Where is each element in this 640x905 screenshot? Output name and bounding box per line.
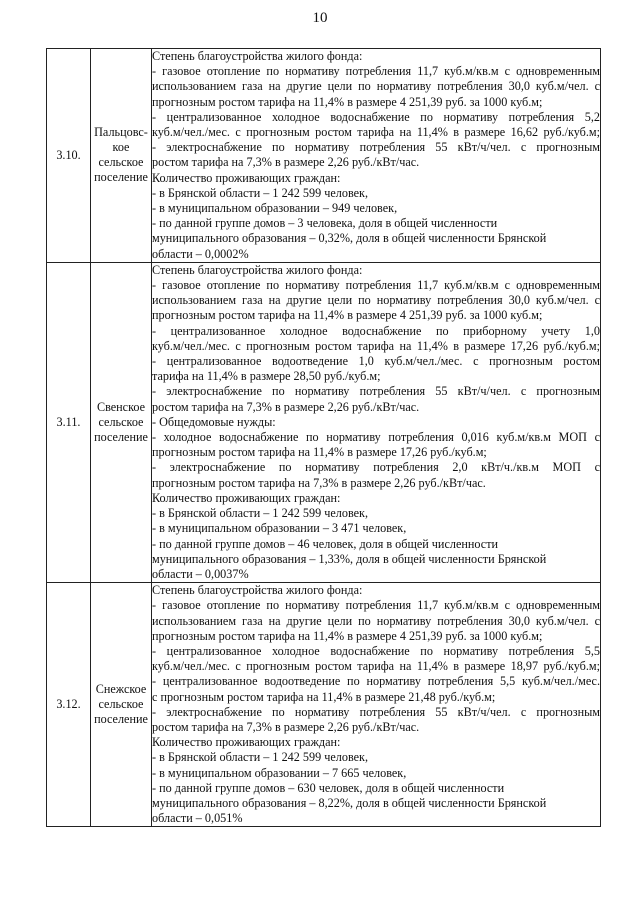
description-cell bbox=[152, 262, 601, 582]
settlement-name-line: поселение bbox=[94, 712, 148, 727]
text-line: - централизованное холодное водоснабжение по нормативу потребления 5,2 bbox=[152, 109, 600, 124]
row-number: 3.11. bbox=[47, 262, 91, 582]
description-cell bbox=[152, 583, 601, 827]
settlement-name bbox=[91, 49, 152, 263]
text-line: куб.м/чел./мес. с прогнозным ростом тарифа на 11,4% в размере 17,26 руб./куб.м; bbox=[152, 338, 600, 353]
text-line: куб.м/чел./мес. с прогнозным ростом тарифа на 11,4% в размере 18,97 руб./куб.м; bbox=[152, 659, 600, 674]
table-row bbox=[47, 262, 601, 582]
text-line: Степень благоустройства жилого фонда: bbox=[152, 583, 363, 598]
text-line: - газовое отопление по нормативу потребления 11,7 куб.м/кв.м с одновременным bbox=[152, 64, 600, 79]
text-line: - электроснабжение по нормативу потребления 55 кВт/ч/чел. с прогнозным bbox=[152, 140, 600, 155]
text-line: Степень благоустройства жилого фонда: bbox=[152, 49, 363, 63]
settlement-name-line: Пальцовс- bbox=[94, 125, 148, 140]
text-line: - централизованное холодное водоснабжение по нормативу потребления 5,5 bbox=[152, 643, 600, 658]
text-line: - в муниципальном образовании – 3 471 человек, bbox=[152, 521, 407, 536]
text-line: Степень благоустройства жилого фонда: bbox=[152, 262, 363, 277]
text-line: - по данной группе домов – 46 человек, доля в общей численности bbox=[152, 536, 499, 551]
text-line: Количество проживающих граждан: bbox=[152, 735, 341, 750]
text-line: - в Брянской области – 1 242 599 человек, bbox=[152, 506, 368, 521]
table-row bbox=[47, 583, 601, 827]
settlements-table bbox=[46, 48, 601, 827]
settlement-name bbox=[91, 262, 152, 582]
text-line: - в Брянской области – 1 242 599 человек, bbox=[152, 750, 368, 765]
text-line: прогнозным ростом тарифа на 11,4% в размере 4 251,39 руб. за 1000 куб.м; bbox=[152, 94, 543, 109]
text-line: - по данной группе домов – 3 человека, доля в общей численности bbox=[152, 216, 498, 231]
text-line: области – 0,051% bbox=[152, 811, 243, 826]
text-line: - холодное водоснабжение по нормативу потребления 0,016 куб.м/кв.м МОП с bbox=[152, 430, 600, 445]
text-line: использованием газа на другие цели по нормативу потребления 30,0 куб.м/чел. с bbox=[152, 79, 600, 94]
text-line: области – 0,0037% bbox=[152, 566, 249, 581]
text-line: с прогнозным ростом тарифа на 11,4% в размере 21,48 руб./куб.м; bbox=[152, 689, 496, 704]
text-line: - в Брянской области – 1 242 599 человек, bbox=[152, 185, 368, 200]
settlement-name-line: сельское bbox=[98, 155, 144, 170]
text-line: - электроснабжение по нормативу потребления 55 кВт/ч/чел. с прогнозным bbox=[152, 704, 600, 719]
text-line: ростом тарифа на 7,3% в размере 2,26 руб./кВт/час. bbox=[152, 399, 420, 414]
text-line: Количество проживающих граждан: bbox=[152, 170, 341, 185]
text-line: Количество проживающих граждан: bbox=[152, 490, 341, 505]
text-line: муниципального образования – 8,22%, доля в общей численности Брянской bbox=[152, 795, 547, 810]
settlement-name-line: кое bbox=[112, 140, 130, 155]
row-number: 3.12. bbox=[47, 583, 91, 827]
text-line: муниципального образования – 0,32%, доля в общей численности Брянской bbox=[152, 231, 547, 246]
text-line: использованием газа на другие цели по нормативу потребления 30,0 куб.м/чел. с bbox=[152, 293, 600, 308]
settlement-name-line: поселение bbox=[94, 429, 148, 444]
text-line: - по данной группе домов – 630 человек, доля в общей численности bbox=[152, 780, 505, 795]
settlement-name-line: сельское bbox=[98, 697, 144, 712]
text-line: тарифа на 11,4% в размере 28,50 руб./куб.м; bbox=[152, 369, 381, 384]
text-line: прогнозным ростом тарифа на 11,4% в размере 17,26 руб./куб.м; bbox=[152, 445, 487, 460]
text-line: использованием газа на другие цели по нормативу потребления 30,0 куб.м/чел. с bbox=[152, 613, 600, 628]
settlement-name-line: поселение bbox=[94, 170, 148, 185]
text-line: - Общедомовые нужды: bbox=[152, 414, 276, 429]
text-line: области – 0,0002% bbox=[152, 246, 249, 261]
text-line: - в муниципальном образовании – 949 человек, bbox=[152, 201, 398, 216]
text-line: - централизованное водоотведение 1,0 куб.м/чел./мес. с прогнозным ростом bbox=[152, 354, 600, 369]
settlement-name bbox=[91, 583, 152, 827]
text-line: прогнозным ростом тарифа на 11,4% в размере 4 251,39 руб. за 1000 куб.м; bbox=[152, 628, 543, 643]
settlement-name-line: Свенское bbox=[96, 399, 146, 414]
text-line: прогнозным ростом тарифа на 11,4% в размере 4 251,39 руб. за 1000 куб.м; bbox=[152, 308, 543, 323]
page-number: 10 bbox=[312, 10, 328, 26]
settlement-name-line: Снежское bbox=[95, 682, 147, 697]
text-line: - электроснабжение по нормативу потребления 2,0 кВт/ч./кв.м МОП с bbox=[152, 460, 600, 475]
text-line: - в муниципальном образовании – 7 665 человек, bbox=[152, 765, 407, 780]
row-number: 3.10. bbox=[47, 49, 91, 263]
text-line: - газовое отопление по нормативу потребления 11,7 куб.м/кв.м с одновременным bbox=[152, 278, 600, 293]
text-line: - газовое отопление по нормативу потребления 11,7 куб.м/кв.м с одновременным bbox=[152, 598, 600, 613]
text-line: ростом тарифа на 7,3% в размере 2,26 руб./кВт/час. bbox=[152, 155, 420, 170]
text-line: - централизованное холодное водоснабжение по приборному учету 1,0 bbox=[152, 323, 600, 338]
text-line: ростом тарифа на 7,3% в размере 2,26 руб./кВт/час. bbox=[152, 719, 420, 734]
settlement-name-line: сельское bbox=[98, 414, 144, 429]
text-line: прогнозным ростом тарифа на 7,3% в размере 2,26 руб./кВт/час. bbox=[152, 475, 486, 490]
text-line: - электроснабжение по нормативу потребления 55 кВт/ч/чел. с прогнозным bbox=[152, 384, 600, 399]
text-line: муниципального образования – 1,33%, доля в общей численности Брянской bbox=[152, 551, 547, 566]
text-line: куб.м/чел./мес. с прогнозным ростом тарифа на 11,4% в размере 16,62 руб./куб.м; bbox=[152, 125, 600, 140]
table-row bbox=[47, 49, 601, 263]
text-line: - централизованное водоотведение по нормативу потребления 5,5 куб.м/чел./мес. bbox=[152, 674, 600, 689]
description-cell bbox=[152, 49, 601, 263]
